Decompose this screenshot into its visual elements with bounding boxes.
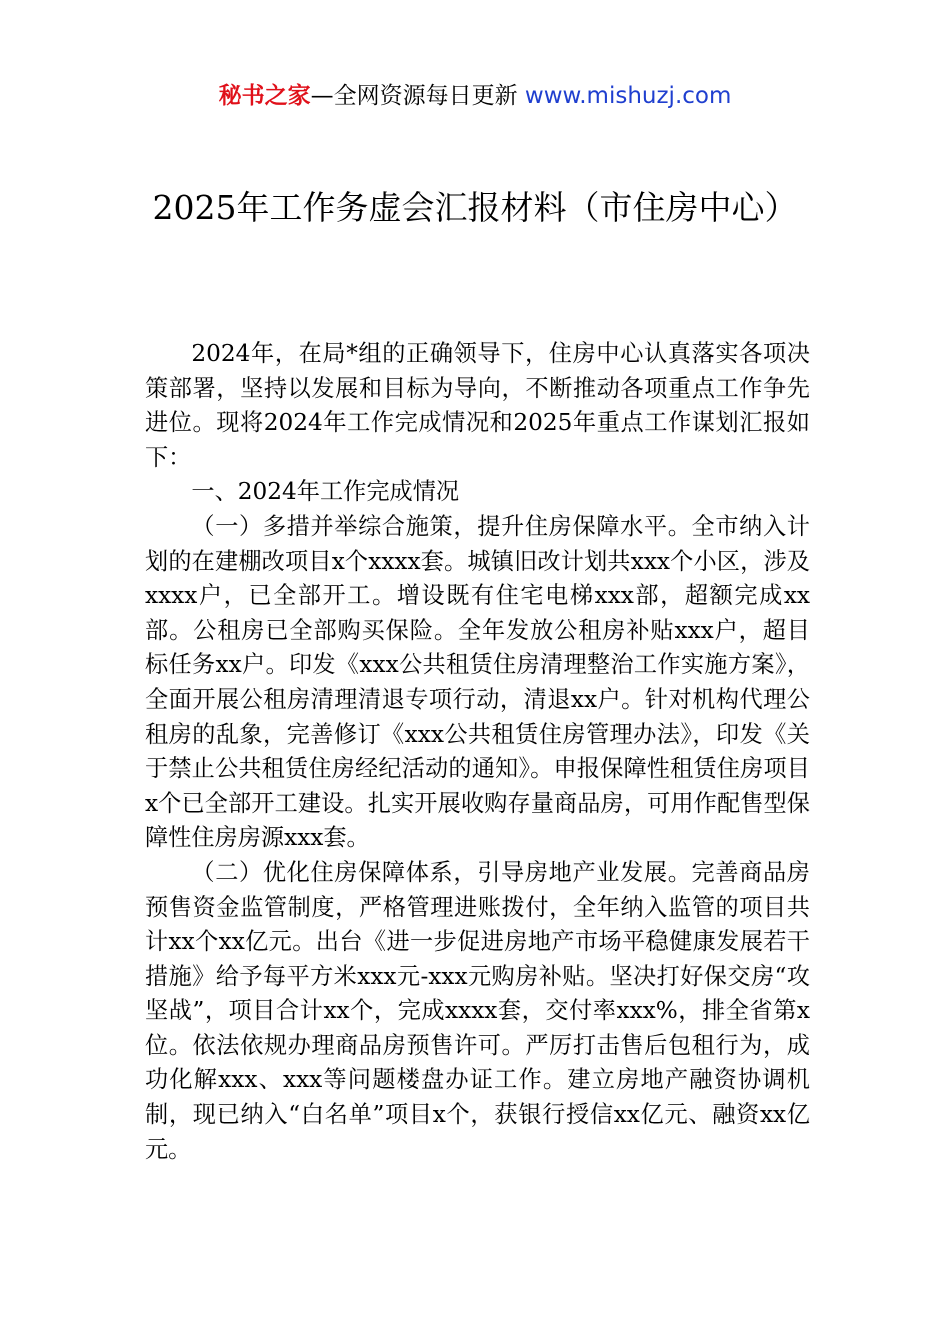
intro-paragraph: 2024年，在局*组的正确领导下，住房中心认真落实各项决策部署，坚持以发展和目标为导向，不断推动各项重点工作争先进位。现将2024年工作完成情况和2025年重点工作谋划汇报如下： — [145, 340, 810, 471]
document-body — [145, 337, 810, 1167]
document-title: 2025年工作务虚会汇报材料（市住房中心） — [152, 188, 798, 227]
watermark-tagline: —全网资源每日更新 — [310, 83, 525, 109]
subsection-paragraph-1: （一）多措并举综合施策，提升住房保障水平。全市纳入计划的在建棚改项目x个xxxx套。城镇旧改计划共xxx个小区，涉及xxxx户，已全部开工。增设既有住宅电梯xxx部，超额完成xx部。公租房已全部购买保险。全年发放公租房补贴xxx户，超目标任务xx户。印发《xxx公共租赁住房清理整治工作实施方案》，全面开展公租房清理清退专项行动，清退xx户。针对机构代理公租房的乱象，完善修订《xxx公共租赁住房管理办法》，印发《关于禁止公共租赁住房经纪活动的通知》。申报保障性租赁住房项目x个已全部开工建设。扎实开展收购存量商品房，可用作配售型保障性住房房源xxx套。 — [145, 512, 810, 852]
subsection-paragraph-2: （二）优化住房保障体系，引导房地产业发展。完善商品房预售资金监管制度，严格管理进账拨付，全年纳入监管的项目共计xx个xx亿元。出台《进一步促进房地产市场平稳健康发展若干措施》给予每平方米xxx元-xxx元购房补贴。坚决打好保交房“攻坚战”，项目合计xx个，完成xxxx套，交付率xxx%，排全省第x位。依法依规办理商品房预售许可。严厉打击售后包租行为，成功化解xxx、xxx等问题楼盘办证工作。建立房地产融资协调机制，现已纳入“白名单”项目x个，获银行授信xx亿元、融资xx亿元。 — [145, 858, 810, 1163]
section-heading-1: 一、2024年工作完成情况 — [191, 478, 460, 506]
watermark-url-link[interactable]: www.mishuzj.com — [524, 83, 732, 109]
watermark-brand: 秘书之家 — [218, 83, 311, 109]
watermark-header — [0, 80, 950, 112]
